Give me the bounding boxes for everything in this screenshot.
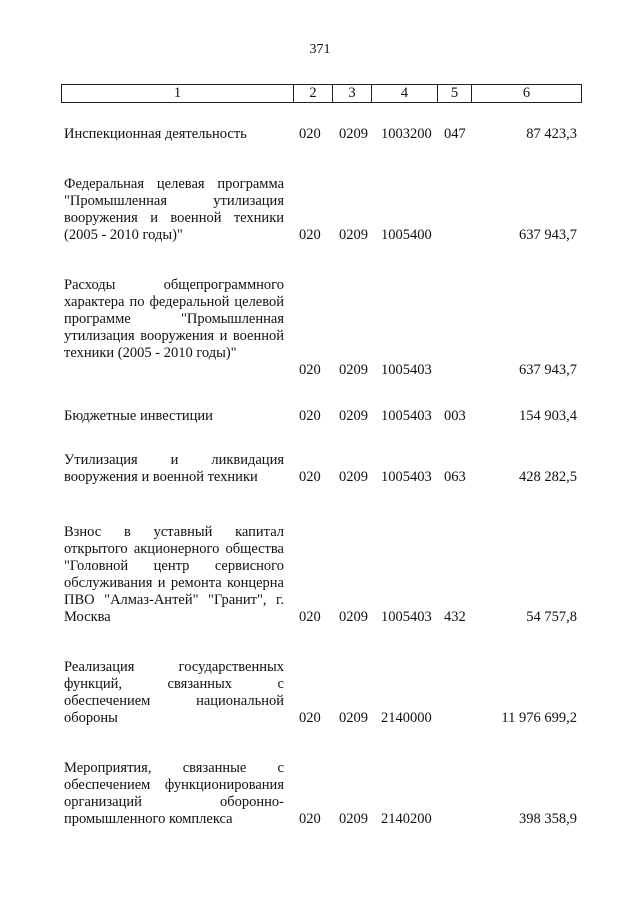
row-code-5: 003	[444, 408, 466, 424]
row-code-3: 0209	[339, 362, 368, 378]
row-code-3: 0209	[339, 811, 368, 827]
row-amount: 154 903,4	[519, 408, 577, 424]
row-code-2: 020	[299, 126, 321, 142]
column-header-5: 5	[438, 85, 472, 103]
table-row	[0, 760, 640, 828]
row-code-4: 1005403	[381, 609, 432, 625]
column-header-6: 6	[472, 85, 582, 103]
row-code-3: 0209	[339, 408, 368, 424]
column-header-1: 1	[62, 85, 294, 103]
row-code-4: 1005403	[381, 469, 432, 485]
row-code-2: 020	[299, 469, 321, 485]
row-code-3: 0209	[339, 609, 368, 625]
row-description: Утилизация и ликвидация вооружения и военной техники	[64, 452, 284, 485]
row-code-3: 0209	[339, 469, 368, 485]
row-code-4: 1005400	[381, 227, 432, 243]
column-header-3: 3	[333, 85, 372, 103]
row-code-2: 020	[299, 811, 321, 827]
column-header-4: 4	[372, 85, 438, 103]
column-header-row	[62, 85, 582, 103]
row-code-3: 0209	[339, 710, 368, 726]
row-amount: 428 282,5	[519, 469, 577, 485]
page-number: 371	[309, 42, 331, 57]
row-amount: 11 976 699,2	[501, 710, 577, 726]
row-amount: 637 943,7	[519, 227, 577, 243]
row-description: Федеральная целевая программа "Промышленная утилизация вооружения и военной техники (2005 - 2010 годы)"	[64, 176, 284, 243]
row-code-4: 1003200	[381, 126, 432, 142]
row-code-4: 1005403	[381, 362, 432, 378]
table-row	[0, 408, 640, 425]
row-code-5: 432	[444, 609, 466, 625]
row-code-3: 0209	[339, 126, 368, 142]
row-code-2: 020	[299, 227, 321, 243]
table-row	[0, 176, 640, 244]
row-code-3: 0209	[339, 227, 368, 243]
table-row	[0, 659, 640, 727]
row-code-2: 020	[299, 609, 321, 625]
row-description: Расходы общепрограммного характера по федеральной целевой программе "Промышленная утилизация вооружения и военной техники (2005 - 2010 годы)"	[64, 277, 284, 361]
row-amount: 398 358,9	[519, 811, 577, 827]
row-code-4: 2140200	[381, 811, 432, 827]
row-code-2: 020	[299, 710, 321, 726]
row-code-5: 063	[444, 469, 466, 485]
column-header-2: 2	[294, 85, 333, 103]
row-amount: 87 423,3	[526, 126, 577, 142]
row-description: Реализация государственных функций, связанных с обеспечением национальной обороны	[64, 659, 284, 726]
row-amount: 637 943,7	[519, 362, 577, 378]
row-code-4: 1005403	[381, 408, 432, 424]
row-code-4: 2140000	[381, 710, 432, 726]
row-code-5: 047	[444, 126, 466, 142]
table-row	[0, 524, 640, 626]
row-code-2: 020	[299, 362, 321, 378]
table-row	[0, 452, 640, 486]
table-row	[0, 126, 640, 143]
table-row	[0, 277, 640, 379]
row-code-2: 020	[299, 408, 321, 424]
row-amount: 54 757,8	[526, 609, 577, 625]
row-description: Мероприятия, связанные с обеспечением функционирования организаций оборонно-промышленного комплекса	[64, 760, 284, 827]
column-header-table	[61, 84, 582, 103]
row-description: Бюджетные инвестиции	[64, 408, 213, 424]
row-description: Инспекционная деятельность	[64, 126, 247, 142]
row-description: Взнос в уставный капитал открытого акционерного общества "Головной центр сервисного обслуживания и ремонта концерна ПВО "Алмаз-Антей" "Гранит", г. Москва	[64, 524, 284, 625]
